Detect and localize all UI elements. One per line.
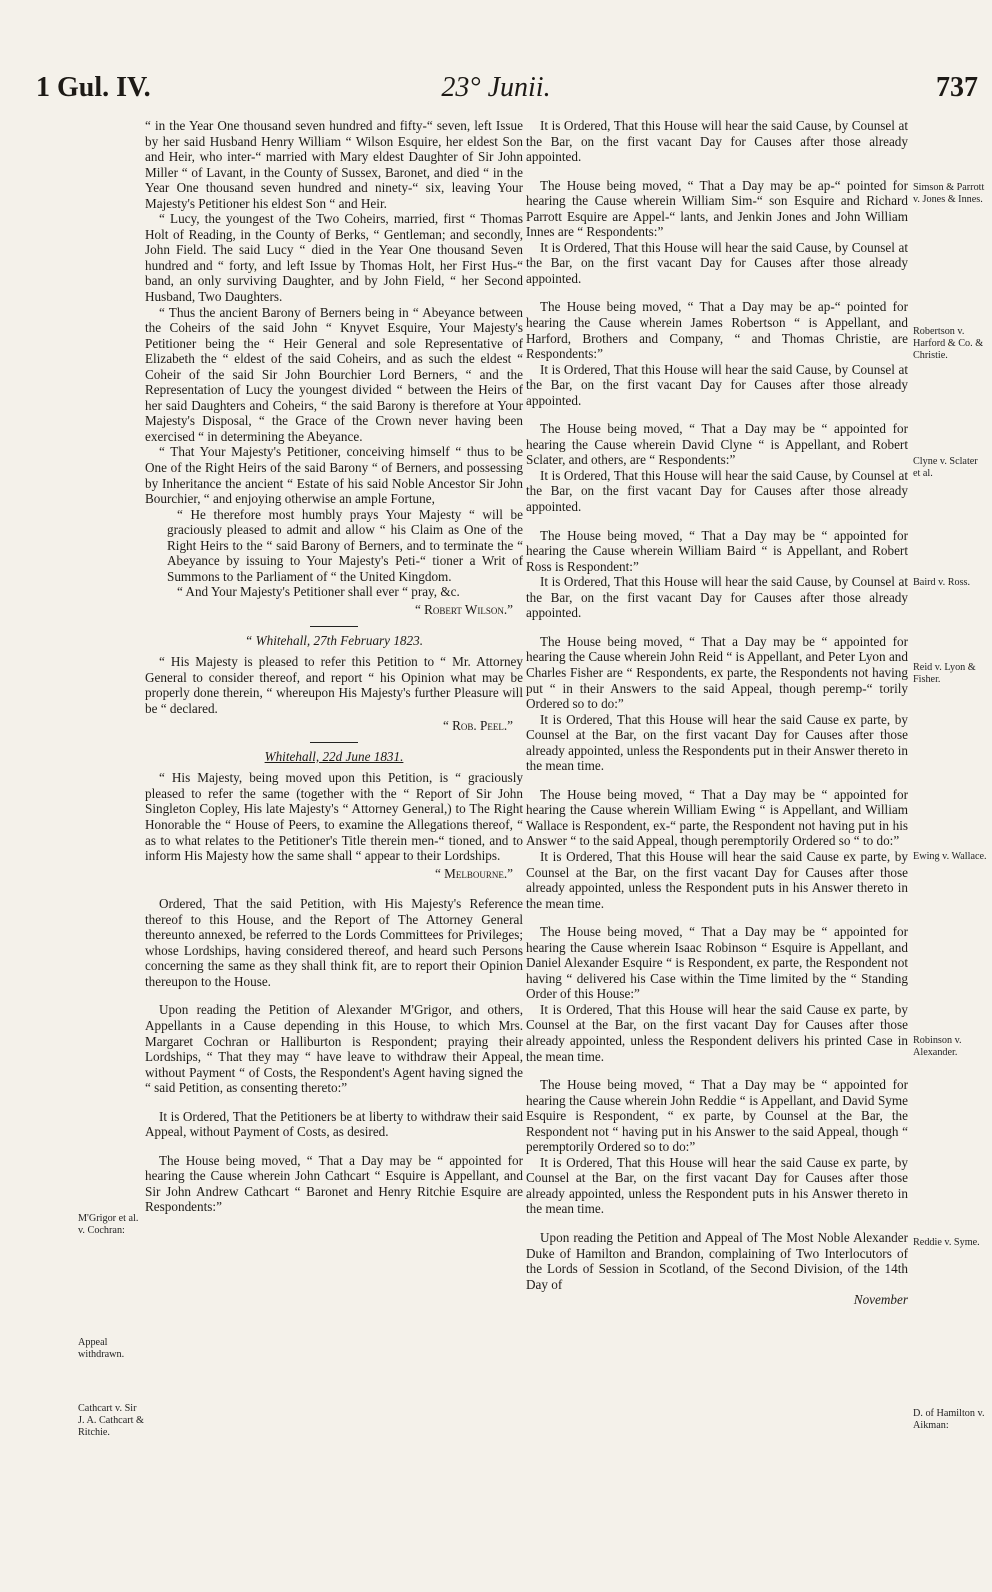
paragraph: The House being moved, “ That a Day may be “ appointed for hearing the Cause wherein William Ewing “ is Appellant, and William Wallace is Respondent, ex-“ parte, the Respondent not having put in his Answer “ to the said Appeal, though peremptorily Ordered so “ to do:”: [526, 786, 908, 849]
margin-note: Baird v. Ross.: [913, 577, 971, 588]
margin-note: M'Grigor et al. v. Cochran:: [78, 1213, 139, 1236]
petition-prayer: [145, 507, 523, 600]
paragraph: The House being moved, “ That a Day may be “ appointed for hearing the Cause wherein John Reddie “ is Appellant, and David Syme Esquire is Respondent, “ ex parte, by Counsel at the Bar, the Respondent not “ having put in his Answer to the said Appeal, though “ peremptorily Ordered so to do:”: [526, 1077, 908, 1155]
regnal-year: 1 Gul. IV.: [36, 72, 151, 103]
margin-note: D. of Hamilton v. Aikman:: [913, 1408, 985, 1431]
whitehall-1831-heading: Whitehall, 22d June 1831.: [264, 748, 404, 764]
paragraph: “ His Majesty is pleased to refer this Petition to “ Mr. Attorney General to consider thereof, and report “ his Opinion what may be properly done therein, “ whereupon His Majesty's further Pleasure will be “ declared.: [145, 654, 523, 716]
paragraph: “ Thus the ancient Barony of Berners being in “ Abeyance between the Coheirs of the said John “ Knyvet Esquire, Your Majesty's Petitioner being the “ Heir General and sole Representative of Elizabeth the “ eldest of the said Coheirs, and as such the eldest “ Coheir of the said Sir John Bourchier Lord Berners, “ and the Representation of Lucy the youngest divided “ between the Heirs of her said Daughters and Coheirs, “ the said Barony is therefore at Your Majesty's Disposal, “ the Grace of the Crown never having been exercised “ in determining the Abeyance.: [145, 304, 523, 444]
margin-note: Appeal withdrawn.: [78, 1337, 125, 1360]
paragraph: The House being moved, “ That a Day may be ap-“ pointed for hearing the Cause wherein James Robertson “ is Appellant, and Harford, Brothers and Company, “ and Thomas Christie, are Respondents:”: [526, 299, 908, 362]
paragraph: The House being moved, “ That a Day may be “ appointed for hearing the Cause wherein William Baird “ is Appellant, and Robert Ross is Respondent:”: [526, 527, 908, 574]
margin-note: Simson & Parrott v. Jones & Innes.: [913, 182, 985, 205]
divider: [310, 626, 358, 627]
catchword: November: [853, 1292, 908, 1308]
paragraph: It is Ordered, That this House will hear the said Cause ex parte, by Counsel at the Bar, on the first vacant Day for Causes after those already appointed, unless the Respondent delivers his printed Case in the mean time.: [526, 1001, 908, 1064]
page-number: 737: [936, 72, 978, 103]
paragraph: It is Ordered, That this House will hear the said Cause, by Counsel at the Bar, on the first vacant Day for Causes after those already appointed.: [526, 361, 908, 408]
paragraph: “ That Your Majesty's Petitioner, conceiving himself “ thus to be One of the Right Heirs of the said Barony “ of Berners, and possessing by Inheritance the ancient “ Estate of his said Noble Ancestor Sir John Bourchier, “ and enjoying otherwise an ample Fortune,: [145, 444, 523, 507]
paragraph: It is Ordered, That this House will hear the said Cause, by Counsel at the Bar, on the first vacant Day for Causes after those already appointed.: [526, 467, 908, 515]
paragraph: Ordered, That the said Petition, with His Majesty's Reference thereof to this House, and the Report of The Attorney General thereunto annexed, be referred to the Lords Committees for Privileges; whose Lordships, having considered thereof, and heard such Persons concerning the same as they shall think fit, are to report their Opinion thereupon to the House.: [145, 896, 523, 989]
margin-note: Robinson v. Alexander.: [913, 1035, 962, 1058]
margin-note: Robertson v. Harford & Co. & Christie.: [913, 326, 984, 361]
signature-peel: “ Rob. Peel.”: [442, 718, 513, 734]
paragraph: The House being moved, “ That a Day may be “ appointed for hearing the Cause wherein John Reid “ is Appellant, and Peter Lyon and Charles Fisher are “ Respondents, ex parte, the Respondents not having put “ in their Answers to the said Appeal, though peremp-“ torily Ordered so to do:”: [526, 633, 908, 712]
paragraph: “ His Majesty, being moved upon this Petition, is “ graciously pleased to refer the same (together with the “ Report of Sir John Singleton Copley, His late Majesty's “ Attorney General,) to The Right Honorable the “ House of Peers, to examine the Allegations thereof, “ as to what relates to the Petitioner's Title therein men-“ tioned, and to inform His Majesty how the same shall “ appear to their Lordships.: [145, 770, 523, 864]
paragraph: The House being moved, “ That a Day may be ap-“ pointed for hearing the Cause wherein William Sim-“ son Esquire and Richard Parrott Esquire are Appel-“ lants, and Jenkin Jones and John William Innes are “ Respondents:”: [526, 177, 908, 240]
paragraph: The House being moved, “ That a Day may be “ appointed for hearing the Cause wherein John Cathcart “ Esquire is Appellant, and Sir John Andrew Cathcart “ Baronet and Henry Ritchie Esquire are Respondents:”: [145, 1152, 523, 1215]
divider: [310, 742, 358, 743]
paragraph: It is Ordered, That the Petitioners be at liberty to withdraw their said Appeal, without Payment of Costs, as desired.: [145, 1108, 523, 1140]
signature-melbourne: “ Melbourne.”: [434, 865, 513, 881]
paragraph: It is Ordered, That this House will hear the said Cause ex parte, by Counsel at the Bar, on the first vacant Day for Causes after those already appointed, unless the Respondent puts in his Answer thereto in the mean time.: [526, 1154, 908, 1217]
left-column: [145, 118, 523, 1215]
page-header: [0, 72, 992, 112]
paragraph: Upon reading the Petition and Appeal of The Most Noble Alexander Duke of Hamilton and Brandon, complaining of Two Interlocutors of the Lords of Session in Scotland, of the Second Division, of the 14th Day of: [526, 1230, 908, 1292]
paragraph: It is Ordered, That this House will hear the said Cause ex parte, by Counsel at the Bar, on the first vacant Day for Causes after those already appointed, unless the Respondent puts in his Answer thereto in the mean time.: [526, 848, 908, 911]
margin-note: Cathcart v. Sir J. A. Cathcart & Ritchie.: [78, 1403, 144, 1438]
page-date: 23° Junii.: [441, 72, 551, 103]
paragraph: It is Ordered, That this House will hear the said Cause, by Counsel at the Bar, on the first vacant Day for Causes after those already appointed.: [526, 239, 908, 286]
paragraph: “ And Your Majesty's Petitioner shall ever “ pray, &c.: [177, 584, 460, 600]
paragraph: The House being moved, “ That a Day may be “ appointed for hearing the Cause wherein Isaac Robinson “ Esquire is Appellant, and Daniel Alexander Esquire “ is Respondent, ex parte, the Respondent not having “ delivered his Case within the Time limited by the “ Standing Order of this House:”: [526, 924, 908, 1002]
paragraph: It is Ordered, That this House will hear the said Cause, by Counsel at the Bar, on the first vacant Day for Causes after those already appointed.: [526, 118, 908, 165]
paragraph: Upon reading the Petition of Alexander M'Grigor, and others, Appellants in a Cause depending in this House, to which Mrs. Margaret Cochran or Halliburton is Respondent; praying their Lordships, “ That they may “ have leave to withdraw their Appeal, without Payment “ of Costs, the Respondent's Agent having signed the “ said Petition, as consenting thereto:”: [145, 1002, 523, 1096]
signature-wilson: “ Robert Wilson.”: [414, 601, 513, 617]
whitehall-1823-heading: “ Whitehall, 27th February 1823.: [244, 632, 424, 648]
margin-note: Reddie v. Syme.: [913, 1237, 980, 1248]
paragraph: “ in the Year One thousand seven hundred and fifty-“ seven, left Issue by her said Husband Henry William “ Wilson Esquire, her eldest Son and Heir, who inter-“ married with Mary eldest Daughter of Sir John Miller “ of Lavant, in the County of Sussex, Baronet, and died “ in the Year One thousand seven hundred and ninety-“ six, leaving Your Majesty's Petitioner his eldest Son “ and Heir.: [145, 118, 523, 211]
paragraph: It is Ordered, That this House will hear the said Cause, by Counsel at the Bar, on the first vacant Day for Causes after those already appointed.: [526, 574, 908, 621]
margin-note: Clyne v. Sclater et al.: [913, 456, 978, 479]
margin-note: Ewing v. Wallace.: [913, 851, 987, 862]
right-column: [526, 118, 908, 1308]
paragraph: “ He therefore most humbly prays Your Majesty “ will be graciously pleased to admit and allow “ his Claim as One of the Right Heirs to the “ said Barony of Berners, and to terminate the “ Abeyance by issuing to Your Majesty's Peti-“ tioner a Writ of Summons to the Parliament of “ the United Kingdom.: [167, 506, 523, 584]
margin-note: Reid v. Lyon & Fisher.: [913, 662, 976, 685]
paragraph: “ Lucy, the youngest of the Two Coheirs, married, first “ Thomas Holt of Reading, in the County of Berks, “ Gentleman; and secondly, John Field. The said Lucy “ died in the Year One thousand Seven hundred and “ forty, and left Issue by Thomas Holt, her First Hus-“ band, an only surviving Daughter, and by John Field, “ her Second Husband, Two Daughters.: [145, 211, 523, 305]
paragraph: The House being moved, “ That a Day may be “ appointed for hearing the Cause wherein David Clyne “ is Appellant, and Robert Sclater, and others, are “ Respondents:”: [526, 421, 908, 468]
paragraph: It is Ordered, That this House will hear the said Cause ex parte, by Counsel at the Bar, on the first vacant Day for Causes after those already appointed, unless the Respondents put in their Answer thereto in the mean time.: [526, 711, 908, 774]
